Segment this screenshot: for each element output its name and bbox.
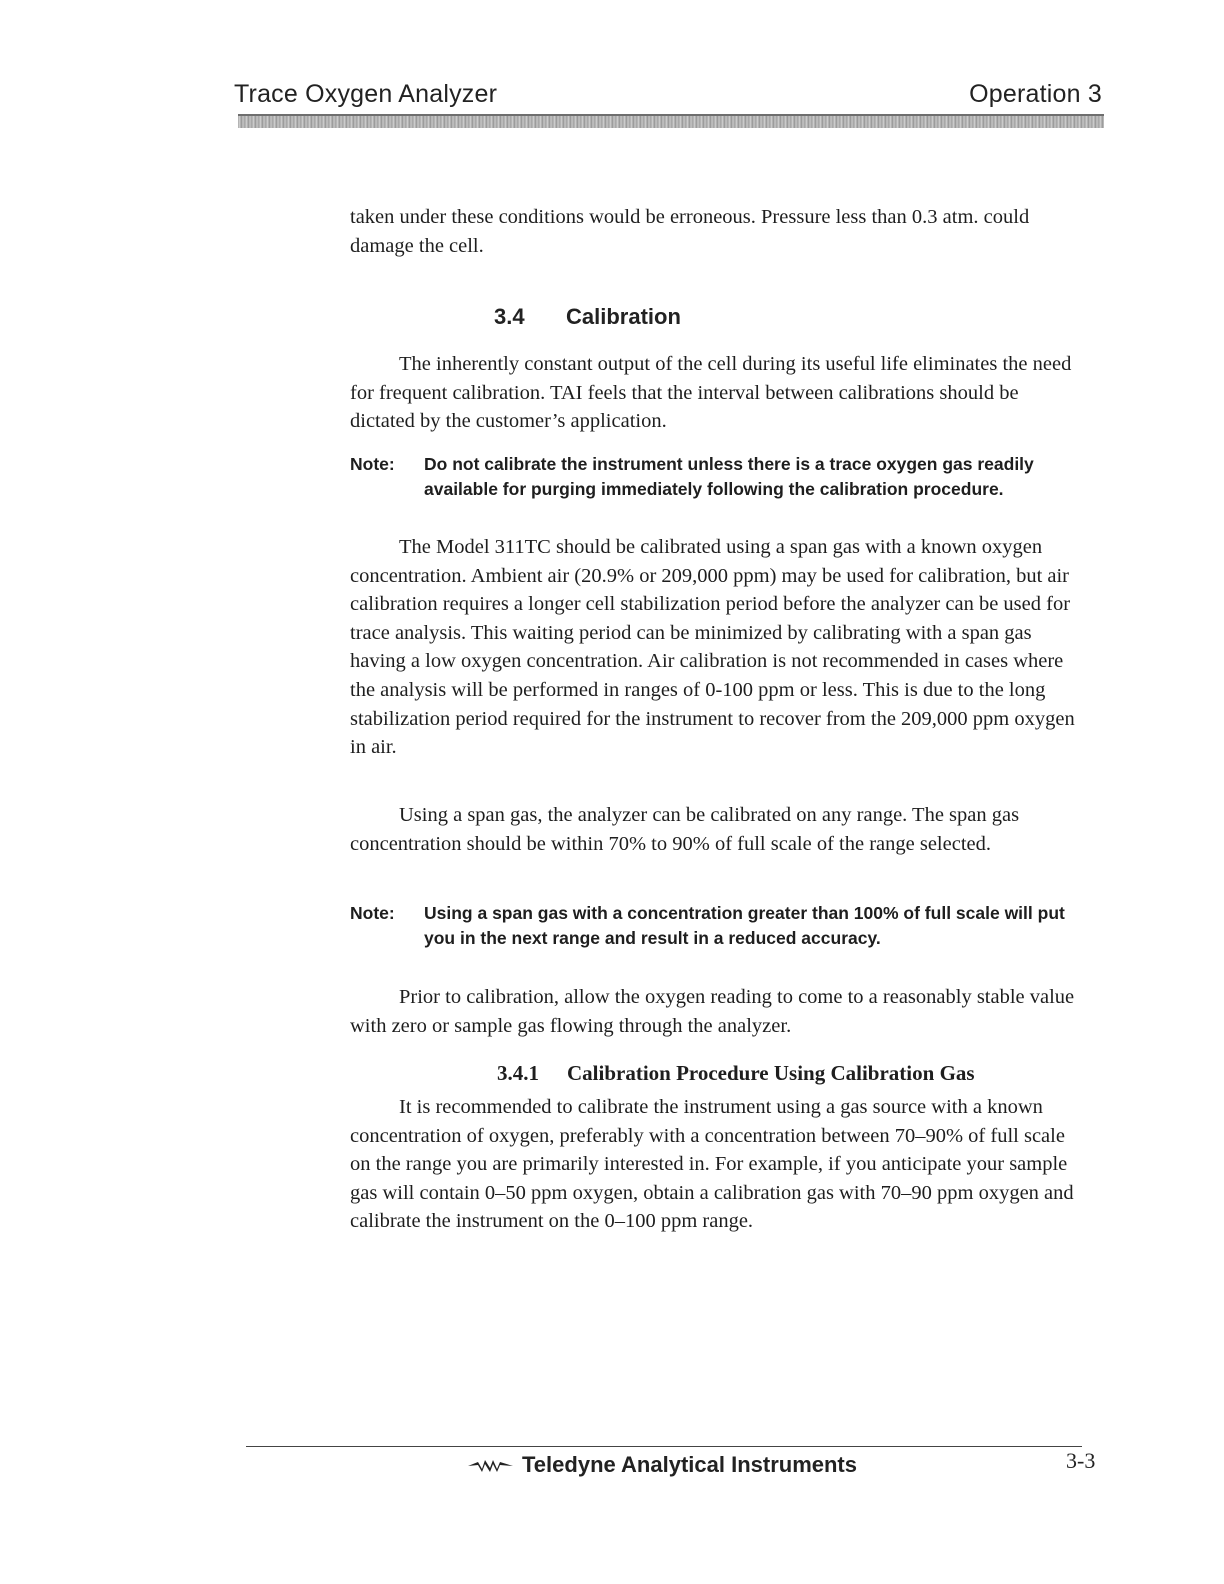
paragraph-span-gas: The Model 311TC should be calibrated using a span gas with a known oxygen concentration. Ambient air (20.9% or 209,000 ppm) may be used for calibration, but air calibration requires a longer cell stabilization period before the analyzer can be used for trace analysis. This waiting period can be minimized by calibrating with a span gas having a low oxygen concentration. Air calibration is not recommended in cases where the analysis will be performed in ranges of 0-100 ppm or less. This is due to the long stabilization period required for the instrument to recover from the 209,000 ppm oxygen in air. <box>350 536 1075 759</box>
subsection-title: Calibration Procedure Using Calibration Gas <box>567 1061 975 1085</box>
header-divider <box>238 114 1104 128</box>
page-number: 3-3 <box>1066 1448 1096 1473</box>
subsection-number: 3.4.1 <box>497 1061 539 1085</box>
section-title: Calibration <box>566 304 681 329</box>
paragraph-range: Using a span gas, the analyzer can be calibrated on any range. The span gas concentration should be within 70% to 90% of full scale of the range selected. <box>350 804 1020 855</box>
footer-divider <box>246 1446 1082 1447</box>
note-label: Note: <box>350 903 395 923</box>
company-name: Teledyne Analytical Instruments <box>522 1452 857 1477</box>
subsection-heading <box>497 1061 975 1086</box>
teledyne-logo-icon <box>466 1457 516 1475</box>
document-title: Trace Oxygen Analyzer <box>234 80 498 108</box>
note-block <box>350 901 1070 950</box>
note-label: Note: <box>350 454 395 474</box>
chapter-label: Operation 3 <box>969 80 1102 108</box>
note-text: Do not calibrate the instrument unless there is a trace oxygen gas readily available for purging immediately following the calibration procedure. <box>424 454 1034 499</box>
note-block <box>350 452 1070 501</box>
continued-paragraph: taken under these conditions would be erroneous. Pressure less than 0.3 atm. could damage the cell. <box>350 206 1030 257</box>
footer-company <box>466 1452 857 1478</box>
note-text: Using a span gas with a concentration greater than 100% of full scale will put you in the next range and result in a reduced accuracy. <box>424 903 1065 948</box>
section-number: 3.4 <box>494 304 525 329</box>
paragraph-interval: The inherently constant output of the cell during its useful life eliminates the need for frequent calibration. TAI feels that the interval between calibrations should be dictated by the customer’s application. <box>350 353 1072 433</box>
section-heading <box>494 304 681 330</box>
paragraph-procedure: It is recommended to calibrate the instrument using a gas source with a known concentration of oxygen, preferably with a concentration between 70–90% of full scale on the range you are primarily interested in. For example, if you anticipate your sample gas will contain 0–50 ppm oxygen, obtain a calibration gas with 70–90 ppm oxygen and calibrate the instrument on the 0–100 ppm range. <box>350 1096 1074 1233</box>
paragraph-stable-reading: Prior to calibration, allow the oxygen reading to come to a reasonably stable value with zero or sample gas flowing through the analyzer. <box>350 986 1075 1037</box>
